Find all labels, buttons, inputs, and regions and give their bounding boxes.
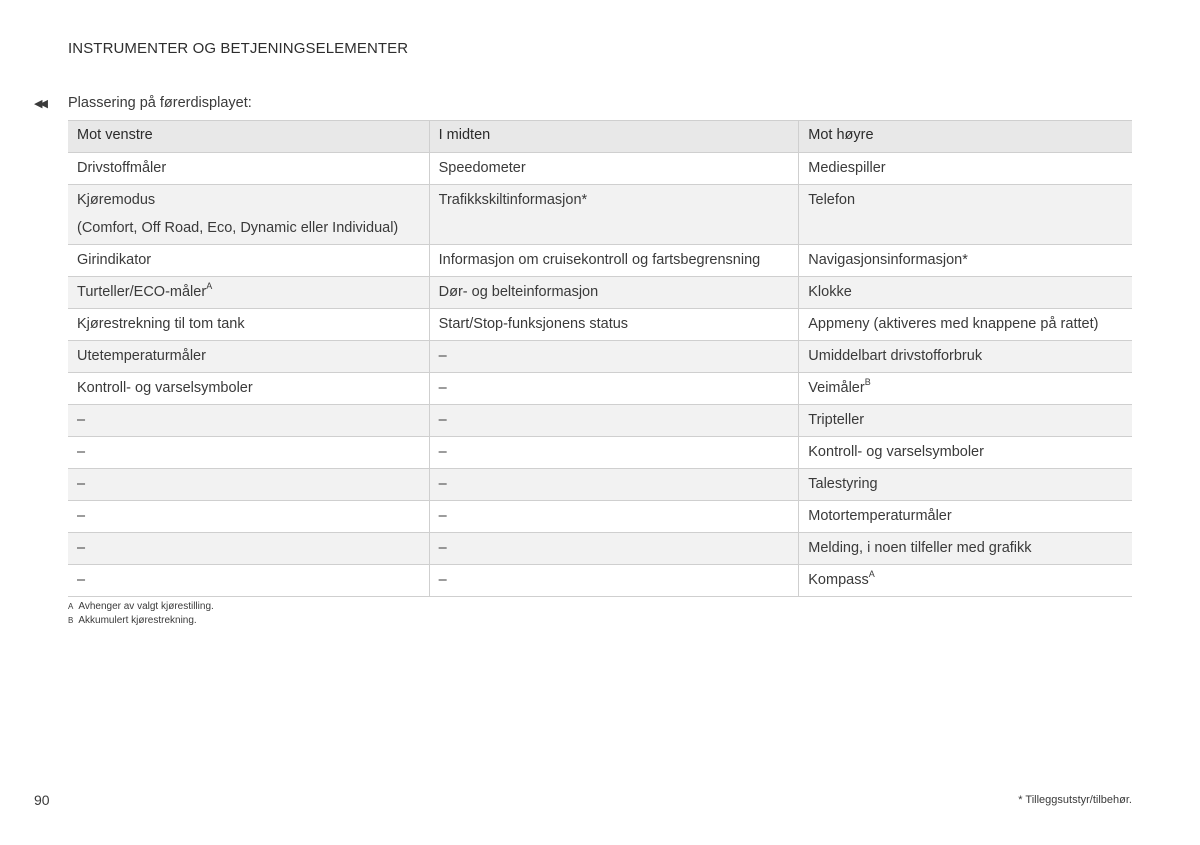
page-header-title: INSTRUMENTER OG BETJENINGSELEMENTER (68, 40, 409, 57)
cell-left: – (68, 501, 429, 533)
cell-right: Kompass$^A$ (799, 565, 1132, 597)
cell-middle: Informasjon om cruisekontroll og fartsbegrensning (429, 245, 799, 277)
cell-middle: – (429, 405, 799, 437)
table-row (68, 277, 1132, 309)
cell-right: Appmeny (aktiveres med knappene på rattet) (799, 309, 1132, 341)
cell-left: Kjørestrekning til tom tank (68, 309, 429, 341)
cell-right: Talestyring (799, 469, 1132, 501)
cell-middle: – (429, 565, 799, 597)
footnote-ref: B (864, 377, 871, 387)
cell-left: – (68, 533, 429, 565)
cell-middle: – (429, 469, 799, 501)
cell-right: Veimåler$^B$ (799, 373, 1132, 405)
cell-left: Kontroll- og varselsymboler (68, 373, 429, 405)
cell-middle: – (429, 437, 799, 469)
column-header-middle: I midten (429, 121, 799, 153)
table-row (68, 245, 1132, 277)
cell-right: Melding, i noen tilfeller med grafikk (799, 533, 1132, 565)
footnote-ref: A (868, 569, 875, 579)
footnote-mark: B (68, 616, 74, 625)
table-header-row (68, 121, 1132, 153)
footnote-ref: A (206, 281, 213, 291)
cell-left: Drivstoffmåler (68, 153, 429, 185)
table-row (68, 565, 1132, 597)
cell-left: Kjøremodus (Comfort, Off Road, Eco, Dynamic eller Individual) (68, 185, 429, 245)
table-row (68, 153, 1132, 185)
cell-left: Utetemperaturmåler (68, 341, 429, 373)
cell-right: Kontroll- og varselsymboler (799, 437, 1132, 469)
cell-middle: Start/Stop-funksjonens status (429, 309, 799, 341)
cell-right: Klokke (799, 277, 1132, 309)
footnote-mark: A (68, 602, 74, 611)
footnote (68, 600, 214, 614)
table-row (68, 469, 1132, 501)
cell-left: Girindikator (68, 245, 429, 277)
cell-middle: – (429, 373, 799, 405)
accessory-note: * Tilleggsutstyr/tilbehør. (1018, 794, 1132, 806)
column-header-left: Mot venstre (68, 121, 429, 153)
cell-left-subtext: (Comfort, Off Road, Eco, Dynamic eller Individual) (77, 220, 399, 236)
cell-left: – (68, 469, 429, 501)
cell-right: Umiddelbart drivstofforbruk (799, 341, 1132, 373)
cell-middle: – (429, 501, 799, 533)
cell-right: Motortemperaturmåler (799, 501, 1132, 533)
cell-left: – (68, 437, 429, 469)
footnotes (68, 600, 214, 628)
cell-left: – (68, 565, 429, 597)
intro-line (34, 95, 252, 111)
cell-left: – (68, 405, 429, 437)
cell-right: Navigasjonsinformasjon* (799, 245, 1132, 277)
footnote-text: Akkumulert kjørestrekning. (78, 615, 197, 626)
table-row (68, 185, 1132, 245)
table-row (68, 405, 1132, 437)
table-row (68, 341, 1132, 373)
cell-middle: – (429, 341, 799, 373)
cell-right: Mediespiller (799, 153, 1132, 185)
table-row (68, 501, 1132, 533)
footnote-text: Avhenger av valgt kjørestilling. (78, 601, 214, 612)
column-header-right: Mot høyre (799, 121, 1132, 153)
table-row (68, 437, 1132, 469)
intro-text: Plassering på førerdisplayet: (68, 95, 252, 111)
table-row (68, 533, 1132, 565)
cell-left: Turteller/ECO-måler$^A$ (68, 277, 429, 309)
footnote (68, 614, 214, 628)
cell-right: Telefon (799, 185, 1132, 245)
cell-middle: Dør- og belteinformasjon (429, 277, 799, 309)
table-row (68, 309, 1132, 341)
cell-middle: Trafikkskiltinformasjon* (429, 185, 799, 245)
cell-right: Tripteller (799, 405, 1132, 437)
table-row (68, 373, 1132, 405)
cell-middle: Speedometer (429, 153, 799, 185)
cell-middle: – (429, 533, 799, 565)
double-left-triangle-icon[interactable]: ◀◀ (34, 97, 45, 110)
page-number: 90 (34, 792, 50, 808)
display-positions-table (68, 120, 1132, 597)
